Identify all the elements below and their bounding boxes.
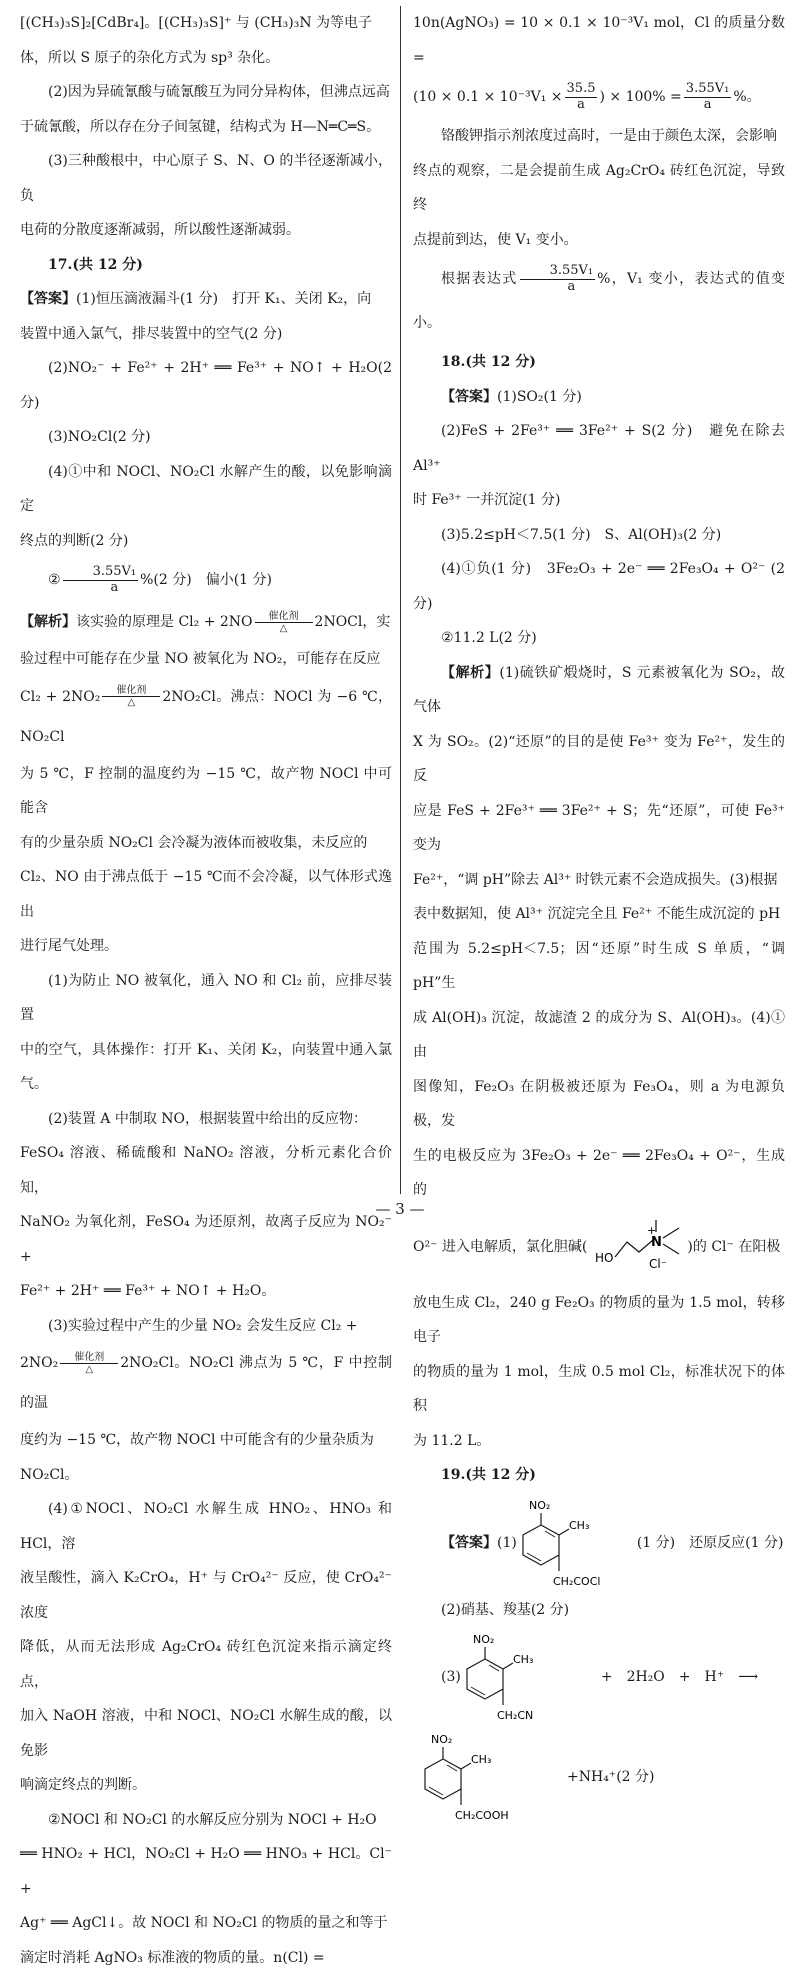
text-span: (1) <box>497 1533 517 1553</box>
structure-label: HO <box>595 1251 613 1265</box>
analysis-line <box>20 602 392 642</box>
text-span: %(2 分) 偏小(1 分) <box>140 572 272 588</box>
text-line: 进行尾气处理。 <box>20 929 392 964</box>
question-17-title: 17.(共 12 分) <box>20 248 392 283</box>
text-line: NaNO₂ 为氧化剂，FeSO₄ 为还原剂，故离子反应为 NO₂⁻ + <box>20 1205 392 1274</box>
answer-tag: 【答案】 <box>20 291 76 307</box>
arrow-condition-bottom: △ <box>85 1364 93 1375</box>
text-line: 的物质的量为 1 mol，生成 0.5 mol Cl₂，标准状况下的体积 <box>413 1355 785 1424</box>
right-column <box>413 6 785 1827</box>
text-span: 该实验的原理是 Cl₂ + 2NO <box>76 614 253 630</box>
fraction <box>565 82 598 113</box>
answer-text: (1)SO₂(1 分) <box>497 389 582 405</box>
text-line: Cl₂、NO 由于沸点低于 −15 ℃而不会冷凝，以气体形式逸出 <box>20 860 392 929</box>
text-span: 2NO₂Cl。NO₂Cl 沸点为 5 ℃，F 中控制的温 <box>20 1355 392 1411</box>
text-line: (3)5.2≤pH＜7.5(1 分) S、Al(OH)₃(2 分) <box>413 518 785 553</box>
text-line: (2)装置 A 中制取 NO，根据装置中给出的反应物： <box>20 1102 392 1137</box>
analysis-line <box>413 656 785 725</box>
text-span: (10 × 0.1 × 10⁻³V₁ × <box>413 89 563 105</box>
text-line <box>20 1343 392 1423</box>
text-line: 度约为 −15 ℃，故产物 NOCl 中可能含有的少量杂质为 <box>20 1423 392 1458</box>
text-line: Fe²⁺ + 2H⁺ ══ Fe³⁺ + NO↑ + H₂O。 <box>20 1274 392 1309</box>
text-line: 应是 FeS + 2Fe³⁺ ══ 3Fe²⁺ + S；先“还原”，可使 Fe³⁺ 变为 <box>413 794 785 863</box>
text-span: 2NO₂Cl。沸点：NOCl 为 −6 ℃，NO₂Cl <box>20 689 392 745</box>
text-line: 点提前到达，使 V₁ 变小。 <box>413 223 785 258</box>
text-line: 装置中通入氯气，排尽装置中的空气(2 分) <box>20 317 392 352</box>
answer-19-1 <box>413 1493 785 1593</box>
text-line: 加入 NaOH 溶液，中和 NOCl、NO₂Cl 水解生成的酸，以免影 <box>20 1699 392 1768</box>
text-line: 验过程中可能存在少量 NO 被氧化为 NO₂，可能存在反应 <box>20 642 392 677</box>
structure-label: CH₃ <box>471 1753 491 1766</box>
text-line <box>20 677 392 757</box>
text-line: [(CH₃)₃S]₂[CdBr₄]。[(CH₃)₃S]⁺ 与 (CH₃)₃N 为等电子 <box>20 6 392 41</box>
reaction-arrow <box>102 685 160 708</box>
text-line: (3)NO₂Cl(2 分) <box>20 420 392 455</box>
text-line: 为 5 ℃，F 控制的温度约为 −15 ℃，故产物 NOCl 中可能含 <box>20 757 392 826</box>
fraction-numerator: 35.5 <box>565 82 598 98</box>
fraction-numerator: 3.55V₁ <box>520 264 596 280</box>
structure-label: N <box>651 1235 662 1250</box>
analysis-tag: 【解析】 <box>441 665 499 681</box>
text-line: (3)实验过程中产生的少量 NO₂ 会发生反应 Cl₂ + <box>20 1309 392 1344</box>
structure-label: NO₂ <box>431 1733 452 1746</box>
question-18-title: 18.(共 12 分) <box>413 345 785 380</box>
text-span: (3) <box>441 1667 461 1687</box>
text-line: 图像知，Fe₂O₃ 在阴极被还原为 Fe₃O₄，则 a 为电源负极，发 <box>413 1070 785 1139</box>
text-span: )的 Cl⁻ 在阳极 <box>687 1237 780 1257</box>
text-span: %，V₁ 变小，表达式的值变小。 <box>413 271 785 331</box>
molecule-acyl-chloride <box>517 1495 637 1591</box>
text-line: ②11.2 L(2 分) <box>413 621 785 656</box>
text-line: ②NOCl 和 NO₂Cl 的水解反应分别为 NOCl + H₂O <box>20 1803 392 1838</box>
text-span: 2NO₂ <box>20 1355 58 1371</box>
formula-line <box>413 257 785 345</box>
fraction-denominator: a <box>82 581 118 596</box>
arrow-condition-bottom: △ <box>128 697 136 708</box>
arrow-condition-top: 催化剂 <box>269 611 299 622</box>
page-number: — 3 — <box>0 1200 800 1218</box>
structure-label: NO₂ <box>529 1499 550 1512</box>
fraction-denominator: a <box>539 280 575 295</box>
fraction <box>520 264 596 295</box>
text-span: 2NOCl，实 <box>315 614 391 630</box>
text-line-with-structure <box>413 1208 785 1286</box>
text-line: FeSO₄ 溶液、稀硫酸和 NaNO₂ 溶液，分析元素化合价知， <box>20 1136 392 1205</box>
text-span: O²⁻ 进入电解质，氯化胆碱( <box>413 1237 587 1257</box>
analysis-text: (1)硫铁矿煅烧时，S 元素被氧化为 SO₂，故气体 <box>413 665 785 716</box>
text-line: 表中数据知，使 Al³⁺ 沉淀完全且 Fe²⁺ 不能生成沉淀的 pH <box>413 897 785 932</box>
text-line: 生的电极反应为 3Fe₂O₃ + 2e⁻ ══ 2Fe₃O₄ + O²⁻，生成的 <box>413 1139 785 1208</box>
arrow-condition-top: 催化剂 <box>74 1352 104 1363</box>
structure-label: CH₂COCl <box>553 1575 600 1588</box>
structure-label: CH₃ <box>513 1653 533 1666</box>
text-line: 降低，从而无法形成 Ag₂CrO₄ 砖红色沉淀来指示滴定终点， <box>20 1630 392 1699</box>
formula-line <box>413 75 785 119</box>
answer-19-3-product <box>413 1727 785 1827</box>
left-column <box>20 6 392 1975</box>
text-line: 响滴定终点的判断。 <box>20 1768 392 1803</box>
analysis-tag: 【解析】 <box>20 614 76 630</box>
text-line: 滴定时消耗 AgNO₃ 标准液的物质的量。n(Cl) = <box>20 1941 392 1975</box>
answer-tag: 【答案】 <box>441 1533 497 1553</box>
text-line: 10n(AgNO₃) = 10 × 0.1 × 10⁻³V₁ mol，Cl 的质量分数 = <box>413 6 785 75</box>
answer-line <box>413 380 785 415</box>
text-span: 根据表达式 <box>441 271 518 287</box>
text-line: 时 Fe³⁺ 一并沉淀(1 分) <box>413 483 785 518</box>
text-line: 终点的观察，二是会提前生成 Ag₂CrO₄ 砖红色沉淀，导致终 <box>413 154 785 223</box>
text-line: (2)硝基、羧基(2 分) <box>413 1593 785 1628</box>
structure-label: Cl⁻ <box>649 1257 667 1271</box>
structure-label: + <box>647 1224 656 1237</box>
text-span: (1 分) 还原反应(1 分) <box>637 1533 784 1553</box>
fraction-numerator: 3.55V₁ <box>63 565 139 581</box>
arrow-condition-bottom: △ <box>280 623 288 634</box>
fraction <box>63 565 139 596</box>
reaction-arrow <box>255 611 313 634</box>
fraction-denominator: a <box>577 98 585 113</box>
text-line: 有的少量杂质 NO₂Cl 会冷凝为液体而被收集，未反应的 <box>20 826 392 861</box>
text-span: +NH₄⁺(2 分) <box>567 1767 654 1787</box>
column-divider <box>400 6 401 1194</box>
text-span: Cl₂ + 2NO₂ <box>20 689 100 705</box>
structure-label: CH₂CN <box>497 1709 533 1722</box>
text-line: (1)为防止 NO 被氧化，通入 NO 和 Cl₂ 前，应排尽装置 <box>20 964 392 1033</box>
structure-label: CH₂COOH <box>455 1809 509 1822</box>
text-line: (2)NO₂⁻ + Fe²⁺ + 2H⁺ ══ Fe³⁺ + NO↑ + H₂O(2 分) <box>20 351 392 420</box>
reaction-arrow <box>60 1352 118 1375</box>
text-line: (2)因为异硫氰酸与硫氰酸互为同分异构体，但沸点远高 <box>20 75 392 110</box>
text-line: 为 11.2 L。 <box>413 1424 785 1459</box>
question-19-title: 19.(共 12 分) <box>413 1458 785 1493</box>
text-line: 中的空气，具体操作：打开 K₁、关闭 K₂，向装置中通入氯气。 <box>20 1033 392 1102</box>
text-line: 体，所以 S 原子的杂化方式为 sp³ 杂化。 <box>20 41 392 76</box>
text-line: 电荷的分散度逐渐减弱，所以酸性逐渐减弱。 <box>20 213 392 248</box>
text-line: 范围为 5.2≤pH＜7.5；因“还原”时生成 S 单质，“调 pH”生 <box>413 932 785 1001</box>
text-line: Fe²⁺，“调 pH”除去 Al³⁺ 时铁元素不会造成损失。(3)根据 <box>413 863 785 898</box>
choline-chloride-structure <box>587 1212 687 1282</box>
answer-19-3 <box>413 1627 785 1727</box>
text-line: (4)①NOCl、NO₂Cl 水解生成 HNO₂、HNO₃ 和 HCl，溶 <box>20 1492 392 1561</box>
text-span: %。 <box>733 89 760 105</box>
structure-label: CH₃ <box>569 1519 589 1532</box>
fraction <box>684 82 732 113</box>
text-line: 液呈酸性，滴入 K₂CrO₄，H⁺ 与 CrO₄²⁻ 反应，使 CrO₄²⁻ 浓度 <box>20 1561 392 1630</box>
item-marker: ② <box>48 572 61 588</box>
molecule-carboxylic-acid <box>419 1729 559 1825</box>
fraction-numerator: 3.55V₁ <box>684 82 732 98</box>
text-line: 铬酸钾指示剂浓度过高时，一是由于颜色太深，会影响 <box>413 119 785 154</box>
text-span: ) × 100% = <box>599 89 681 105</box>
text-line: 成 Al(OH)₃ 沉淀，故滤渣 2 的成分为 S、Al(OH)₃。(4)①由 <box>413 1001 785 1070</box>
text-line: Ag⁺ ══ AgCl↓。故 NOCl 和 NO₂Cl 的物质的量之和等于 <box>20 1906 392 1941</box>
text-line: 终点的判断(2 分) <box>20 524 392 559</box>
text-line: 放电生成 Cl₂，240 g Fe₂O₃ 的物质的量为 1.5 mol，转移电子 <box>413 1286 785 1355</box>
answer-fraction-line <box>20 558 392 602</box>
text-line: NO₂Cl。 <box>20 1458 392 1493</box>
text-line: ══ HNO₂ + HCl，NO₂Cl + H₂O ══ HNO₃ + HCl。Cl⁻ + <box>20 1837 392 1906</box>
answer-text: (1)恒压滴液漏斗(1 分) 打开 K₁、关闭 K₂，向 <box>76 291 371 307</box>
text-line: (4)①负(1 分) 3Fe₂O₃ + 2e⁻ ══ 2Fe₃O₄ + O²⁻ (2 分) <box>413 552 785 621</box>
text-line: (4)①中和 NOCl、NO₂Cl 水解产生的酸，以免影响滴定 <box>20 455 392 524</box>
text-line: 于硫氰酸，所以存在分子间氢键，结构式为 H—N═C═S。 <box>20 110 392 145</box>
answer-tag: 【答案】 <box>441 389 497 405</box>
text-line: X 为 SO₂。(2)“还原”的目的是使 Fe³⁺ 变为 Fe²⁺，发生的反 <box>413 725 785 794</box>
arrow-condition-top: 催化剂 <box>116 685 146 696</box>
structure-label: NO₂ <box>473 1633 494 1646</box>
molecule-nitrile <box>461 1629 581 1725</box>
text-line: (3)三种酸根中，中心原子 S、N、O 的半径逐渐减小，负 <box>20 144 392 213</box>
answer-line <box>20 282 392 317</box>
text-span: + 2H₂O + H⁺ ⟶ <box>601 1667 758 1687</box>
text-line: (2)FeS + 2Fe³⁺ ══ 3Fe²⁺ + S(2 分) 避免在除去 Al³⁺ <box>413 414 785 483</box>
fraction-denominator: a <box>704 98 712 113</box>
